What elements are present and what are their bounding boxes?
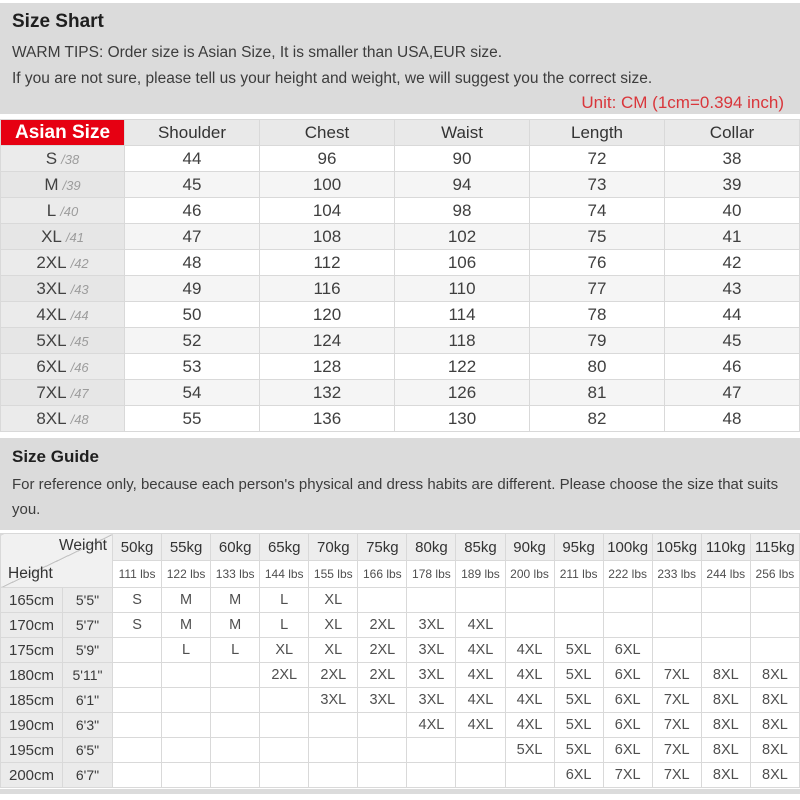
recommended-size-cell (750, 613, 799, 638)
recommended-size-cell (260, 713, 309, 738)
height-ft-cell: 6'5" (63, 738, 113, 763)
measurement-cell: 48 (125, 250, 260, 276)
recommended-size-cell: 3XL (407, 663, 456, 688)
weight-lbs-header: 144 lbs (260, 561, 309, 588)
measurement-cell: 116 (260, 276, 395, 302)
size-chart-table (0, 119, 800, 432)
recommended-size-cell: 2XL (358, 613, 407, 638)
height-ft-cell: 5'11" (63, 663, 113, 688)
recommended-size-cell: 2XL (358, 638, 407, 663)
size-row (1, 276, 800, 302)
recommended-size-cell (358, 738, 407, 763)
recommended-size-cell (407, 763, 456, 788)
measurement-cell: 120 (260, 302, 395, 328)
measurement-cell: 45 (125, 172, 260, 198)
weight-kg-header: 50kg (113, 534, 162, 561)
recommended-size-cell (358, 763, 407, 788)
recommended-size-cell: 7XL (652, 663, 701, 688)
recommended-size-cell (750, 638, 799, 663)
weight-kg-header: 80kg (407, 534, 456, 561)
recommended-size-cell (652, 638, 701, 663)
recommended-size-cell (407, 738, 456, 763)
recommended-size-cell: L (162, 638, 211, 663)
size-cell (1, 302, 125, 328)
measurement-cell: 44 (125, 146, 260, 172)
size-cell (1, 250, 125, 276)
size-chart-header-row (1, 120, 800, 146)
recommended-size-cell (113, 688, 162, 713)
recommended-size-cell: 5XL (554, 738, 603, 763)
recommended-size-cell: 8XL (701, 713, 750, 738)
size-label: S (45, 148, 58, 168)
waist-header: Waist (395, 120, 530, 146)
measurement-cell: 132 (260, 380, 395, 406)
recommended-size-cell (309, 738, 358, 763)
measurement-cell: 76 (530, 250, 665, 276)
recommended-size-cell (358, 588, 407, 613)
weight-label: Weight (59, 537, 107, 554)
size-row (1, 380, 800, 406)
height-ft-cell: 5'5" (63, 588, 113, 613)
weight-lbs-header: 178 lbs (407, 561, 456, 588)
recommended-size-cell: 4XL (456, 638, 505, 663)
size-label: 4XL (36, 304, 67, 324)
recommended-size-cell: 2XL (309, 663, 358, 688)
measurement-cell: 74 (530, 198, 665, 224)
measurement-cell: 48 (665, 406, 800, 432)
recommended-size-cell (701, 588, 750, 613)
recommended-size-cell (260, 763, 309, 788)
recommended-size-cell (456, 738, 505, 763)
recommended-size-cell: 6XL (603, 663, 652, 688)
measurement-cell: 53 (125, 354, 260, 380)
recommended-size-cell: 4XL (505, 663, 554, 688)
size-row (1, 302, 800, 328)
recommended-size-cell (113, 638, 162, 663)
measurement-cell: 136 (260, 406, 395, 432)
weight-kg-header: 110kg (701, 534, 750, 561)
eur-size-label: /44 (70, 307, 89, 323)
eur-size-label: /43 (70, 281, 89, 297)
recommended-size-cell: 3XL (407, 638, 456, 663)
weight-lbs-header: 244 lbs (701, 561, 750, 588)
weight-lbs-header: 211 lbs (554, 561, 603, 588)
size-cell (1, 406, 125, 432)
size-cell (1, 224, 125, 250)
measurement-cell: 75 (530, 224, 665, 250)
measurement-cell: 47 (125, 224, 260, 250)
height-cm-cell: 200cm (1, 763, 63, 788)
eur-size-label: /48 (70, 411, 89, 427)
recommended-size-cell: 8XL (750, 688, 799, 713)
height-ft-cell: 5'7" (63, 613, 113, 638)
recommended-size-cell: 8XL (750, 663, 799, 688)
recommended-size-cell (113, 713, 162, 738)
measurement-cell: 110 (395, 276, 530, 302)
recommended-size-cell (211, 713, 260, 738)
height-ft-cell: 5'9" (63, 638, 113, 663)
recommended-size-cell: 3XL (358, 688, 407, 713)
size-row (1, 328, 800, 354)
recommended-size-cell: 8XL (750, 763, 799, 788)
recommended-size-cell: 6XL (603, 713, 652, 738)
size-cell (1, 276, 125, 302)
recommended-size-cell: 4XL (505, 688, 554, 713)
measurement-cell: 106 (395, 250, 530, 276)
measurement-cell: 98 (395, 198, 530, 224)
measurement-cell: 79 (530, 328, 665, 354)
measurement-cell: 114 (395, 302, 530, 328)
recommended-size-cell (652, 588, 701, 613)
size-cell (1, 328, 125, 354)
eur-size-label: /46 (70, 359, 89, 375)
measurement-cell: 130 (395, 406, 530, 432)
recommended-size-cell: 8XL (701, 688, 750, 713)
recommended-size-cell (603, 613, 652, 638)
recommended-size-cell (309, 713, 358, 738)
measurement-cell: 118 (395, 328, 530, 354)
recommended-size-cell: 6XL (554, 763, 603, 788)
recommended-size-cell (162, 763, 211, 788)
recommended-size-cell: 3XL (407, 613, 456, 638)
bottom-edge-strip (0, 789, 800, 794)
size-label: 3XL (36, 278, 67, 298)
recommended-size-cell: M (162, 588, 211, 613)
measurement-cell: 78 (530, 302, 665, 328)
recommended-size-cell (456, 588, 505, 613)
size-row (1, 198, 800, 224)
recommended-size-cell (211, 738, 260, 763)
measurement-cell: 41 (665, 224, 800, 250)
measurement-cell: 49 (125, 276, 260, 302)
weight-lbs-header: 133 lbs (211, 561, 260, 588)
weight-kg-header: 65kg (260, 534, 309, 561)
measurement-cell: 54 (125, 380, 260, 406)
measurement-cell: 73 (530, 172, 665, 198)
eur-size-label: /39 (62, 177, 81, 193)
measurement-cell: 46 (665, 354, 800, 380)
height-cm-cell: 185cm (1, 688, 63, 713)
weight-lbs-header: 166 lbs (358, 561, 407, 588)
weight-lbs-header: 122 lbs (162, 561, 211, 588)
weight-lbs-header: 256 lbs (750, 561, 799, 588)
recommended-size-cell: 7XL (603, 763, 652, 788)
recommended-size-cell (505, 613, 554, 638)
recommended-size-cell (113, 663, 162, 688)
size-row (1, 172, 800, 198)
weight-kg-header: 90kg (505, 534, 554, 561)
weight-kg-header: 100kg (603, 534, 652, 561)
size-label: XL (41, 226, 62, 246)
measurement-cell: 128 (260, 354, 395, 380)
recommended-size-cell (113, 763, 162, 788)
measurement-cell: 46 (125, 198, 260, 224)
recommended-size-cell (162, 713, 211, 738)
size-label: 8XL (36, 408, 67, 428)
measurement-cell: 43 (665, 276, 800, 302)
recommended-size-cell: 7XL (652, 738, 701, 763)
size-label: 7XL (36, 382, 67, 402)
weight-kg-header: 75kg (358, 534, 407, 561)
weight-kg-header: 55kg (162, 534, 211, 561)
suggest-size-line: If you are not sure, please tell us your height and weight, we will suggest you the correct size. (12, 70, 653, 87)
eur-size-label: /47 (70, 385, 89, 401)
measurement-cell: 42 (665, 250, 800, 276)
recommended-size-cell: 5XL (554, 688, 603, 713)
recommended-size-cell: L (211, 638, 260, 663)
recommended-size-cell: 4XL (456, 613, 505, 638)
size-label: 5XL (36, 330, 67, 350)
recommended-size-cell: 5XL (554, 638, 603, 663)
height-cm-cell: 170cm (1, 613, 63, 638)
measurement-cell: 122 (395, 354, 530, 380)
measurement-cell: 96 (260, 146, 395, 172)
measurement-cell: 104 (260, 198, 395, 224)
asian-size-header: Asian Size (1, 120, 125, 146)
weight-lbs-header: 233 lbs (652, 561, 701, 588)
recommended-size-cell: 3XL (407, 688, 456, 713)
weight-kg-header: 70kg (309, 534, 358, 561)
size-row (1, 224, 800, 250)
weight-kg-header: 95kg (554, 534, 603, 561)
size-chart-body (1, 146, 800, 432)
height-cm-cell: 175cm (1, 638, 63, 663)
weight-lbs-header: 111 lbs (113, 561, 162, 588)
size-row (1, 406, 800, 432)
recommended-size-cell (701, 613, 750, 638)
measurement-cell: 55 (125, 406, 260, 432)
recommended-size-cell (113, 738, 162, 763)
recommended-size-cell: 6XL (603, 688, 652, 713)
recommended-size-cell (309, 763, 358, 788)
guide-row (1, 763, 800, 788)
weight-kg-header: 85kg (456, 534, 505, 561)
recommended-size-cell: 4XL (505, 713, 554, 738)
recommended-size-cell (652, 613, 701, 638)
recommended-size-cell: M (211, 613, 260, 638)
size-label: M (44, 174, 59, 194)
measurement-cell: 81 (530, 380, 665, 406)
recommended-size-cell: 7XL (652, 763, 701, 788)
measurement-cell: 77 (530, 276, 665, 302)
size-cell (1, 198, 125, 224)
recommended-size-cell: XL (309, 613, 358, 638)
recommended-size-cell (211, 763, 260, 788)
measurement-cell: 52 (125, 328, 260, 354)
recommended-size-cell: 7XL (652, 688, 701, 713)
guide-row (1, 663, 800, 688)
recommended-size-cell: 4XL (407, 713, 456, 738)
recommended-size-cell (162, 688, 211, 713)
recommended-size-cell: 5XL (554, 713, 603, 738)
recommended-size-cell (505, 763, 554, 788)
weight-kg-header: 60kg (211, 534, 260, 561)
recommended-size-cell: L (260, 588, 309, 613)
eur-size-label: /38 (61, 151, 80, 167)
measurement-cell: 39 (665, 172, 800, 198)
weight-lbs-header: 155 lbs (309, 561, 358, 588)
recommended-size-cell: 4XL (456, 713, 505, 738)
recommended-size-cell: M (162, 613, 211, 638)
recommended-size-cell (162, 663, 211, 688)
eur-size-label: /42 (70, 255, 89, 271)
weight-lbs-header: 222 lbs (603, 561, 652, 588)
measurement-cell: 72 (530, 146, 665, 172)
weight-kg-header: 105kg (652, 534, 701, 561)
height-cm-cell: 195cm (1, 738, 63, 763)
recommended-size-cell: L (260, 613, 309, 638)
eur-size-label: /40 (60, 203, 79, 219)
measurement-cell: 40 (665, 198, 800, 224)
length-header: Length (530, 120, 665, 146)
size-cell (1, 172, 125, 198)
measurement-cell: 112 (260, 250, 395, 276)
guide-row (1, 588, 800, 613)
measurement-cell: 44 (665, 302, 800, 328)
size-cell (1, 380, 125, 406)
guide-row (1, 613, 800, 638)
weight-kg-header: 115kg (750, 534, 799, 561)
recommended-size-cell: XL (309, 638, 358, 663)
height-weight-corner-cell (1, 534, 113, 588)
recommended-size-cell: 8XL (750, 738, 799, 763)
weight-lbs-row (1, 561, 800, 588)
measurement-cell: 94 (395, 172, 530, 198)
recommended-size-cell: 8XL (701, 663, 750, 688)
recommended-size-cell: 8XL (701, 738, 750, 763)
guide-row (1, 713, 800, 738)
recommended-size-cell (603, 588, 652, 613)
recommended-size-cell: S (113, 613, 162, 638)
recommended-size-cell: 2XL (260, 663, 309, 688)
measurement-cell: 124 (260, 328, 395, 354)
recommended-size-cell (162, 738, 211, 763)
recommended-size-cell (260, 738, 309, 763)
recommended-size-cell: 8XL (750, 713, 799, 738)
eur-size-label: /41 (65, 229, 84, 245)
height-ft-cell: 6'7" (63, 763, 113, 788)
weight-kg-row (1, 534, 800, 561)
guide-row (1, 688, 800, 713)
size-guide-intro (0, 438, 800, 530)
measurement-cell: 47 (665, 380, 800, 406)
guide-row (1, 738, 800, 763)
recommended-size-cell: XL (260, 638, 309, 663)
recommended-size-cell: S (113, 588, 162, 613)
recommended-size-cell: 8XL (701, 763, 750, 788)
recommended-size-cell: 2XL (358, 663, 407, 688)
size-row (1, 250, 800, 276)
guide-row (1, 638, 800, 663)
chest-header: Chest (260, 120, 395, 146)
measurement-cell: 80 (530, 354, 665, 380)
measurement-cell: 38 (665, 146, 800, 172)
measurement-cell: 100 (260, 172, 395, 198)
recommended-size-cell (554, 613, 603, 638)
size-guide-table (0, 533, 800, 788)
recommended-size-cell (456, 763, 505, 788)
size-label: L (46, 200, 57, 220)
measurement-cell: 108 (260, 224, 395, 250)
recommended-size-cell (211, 688, 260, 713)
size-label: 6XL (36, 356, 67, 376)
size-row (1, 146, 800, 172)
size-guide-note: For reference only, because each person's physical and dress habits are different. Please choose the size that suits you. (12, 476, 779, 518)
measurement-cell: 82 (530, 406, 665, 432)
height-ft-cell: 6'3" (63, 713, 113, 738)
recommended-size-cell (260, 688, 309, 713)
recommended-size-cell (407, 588, 456, 613)
recommended-size-cell (211, 663, 260, 688)
shoulder-header: Shoulder (125, 120, 260, 146)
collar-header: Collar (665, 120, 800, 146)
recommended-size-cell: 7XL (652, 713, 701, 738)
recommended-size-cell (554, 588, 603, 613)
size-chart-intro (0, 3, 800, 114)
measurement-cell: 45 (665, 328, 800, 354)
recommended-size-cell (505, 588, 554, 613)
measurement-cell: 102 (395, 224, 530, 250)
size-guide-body (1, 588, 800, 788)
height-label: Height (8, 565, 53, 582)
height-cm-cell: 190cm (1, 713, 63, 738)
recommended-size-cell (358, 713, 407, 738)
warm-tips-line: WARM TIPS: Order size is Asian Size, It is smaller than USA,EUR size. (12, 44, 503, 61)
size-label: 2XL (36, 252, 67, 272)
recommended-size-cell: 6XL (603, 638, 652, 663)
size-cell (1, 354, 125, 380)
size-cell (1, 146, 125, 172)
weight-lbs-header: 189 lbs (456, 561, 505, 588)
measurement-cell: 126 (395, 380, 530, 406)
height-ft-cell: 6'1" (63, 688, 113, 713)
measurement-cell: 50 (125, 302, 260, 328)
size-chart-title: Size Shart (12, 11, 104, 32)
recommended-size-cell: M (211, 588, 260, 613)
height-cm-cell: 165cm (1, 588, 63, 613)
recommended-size-cell (701, 638, 750, 663)
recommended-size-cell: 3XL (309, 688, 358, 713)
recommended-size-cell: 5XL (554, 663, 603, 688)
unit-note: Unit: CM (1cm=0.394 inch) (581, 93, 784, 112)
recommended-size-cell: 4XL (456, 663, 505, 688)
weight-lbs-header: 200 lbs (505, 561, 554, 588)
recommended-size-cell: 5XL (505, 738, 554, 763)
height-cm-cell: 180cm (1, 663, 63, 688)
recommended-size-cell: XL (309, 588, 358, 613)
recommended-size-cell: 4XL (505, 638, 554, 663)
measurement-cell: 90 (395, 146, 530, 172)
recommended-size-cell (750, 588, 799, 613)
recommended-size-cell: 4XL (456, 688, 505, 713)
recommended-size-cell: 6XL (603, 738, 652, 763)
size-guide-title: Size Guide (12, 447, 99, 466)
eur-size-label: /45 (70, 333, 89, 349)
size-row (1, 354, 800, 380)
